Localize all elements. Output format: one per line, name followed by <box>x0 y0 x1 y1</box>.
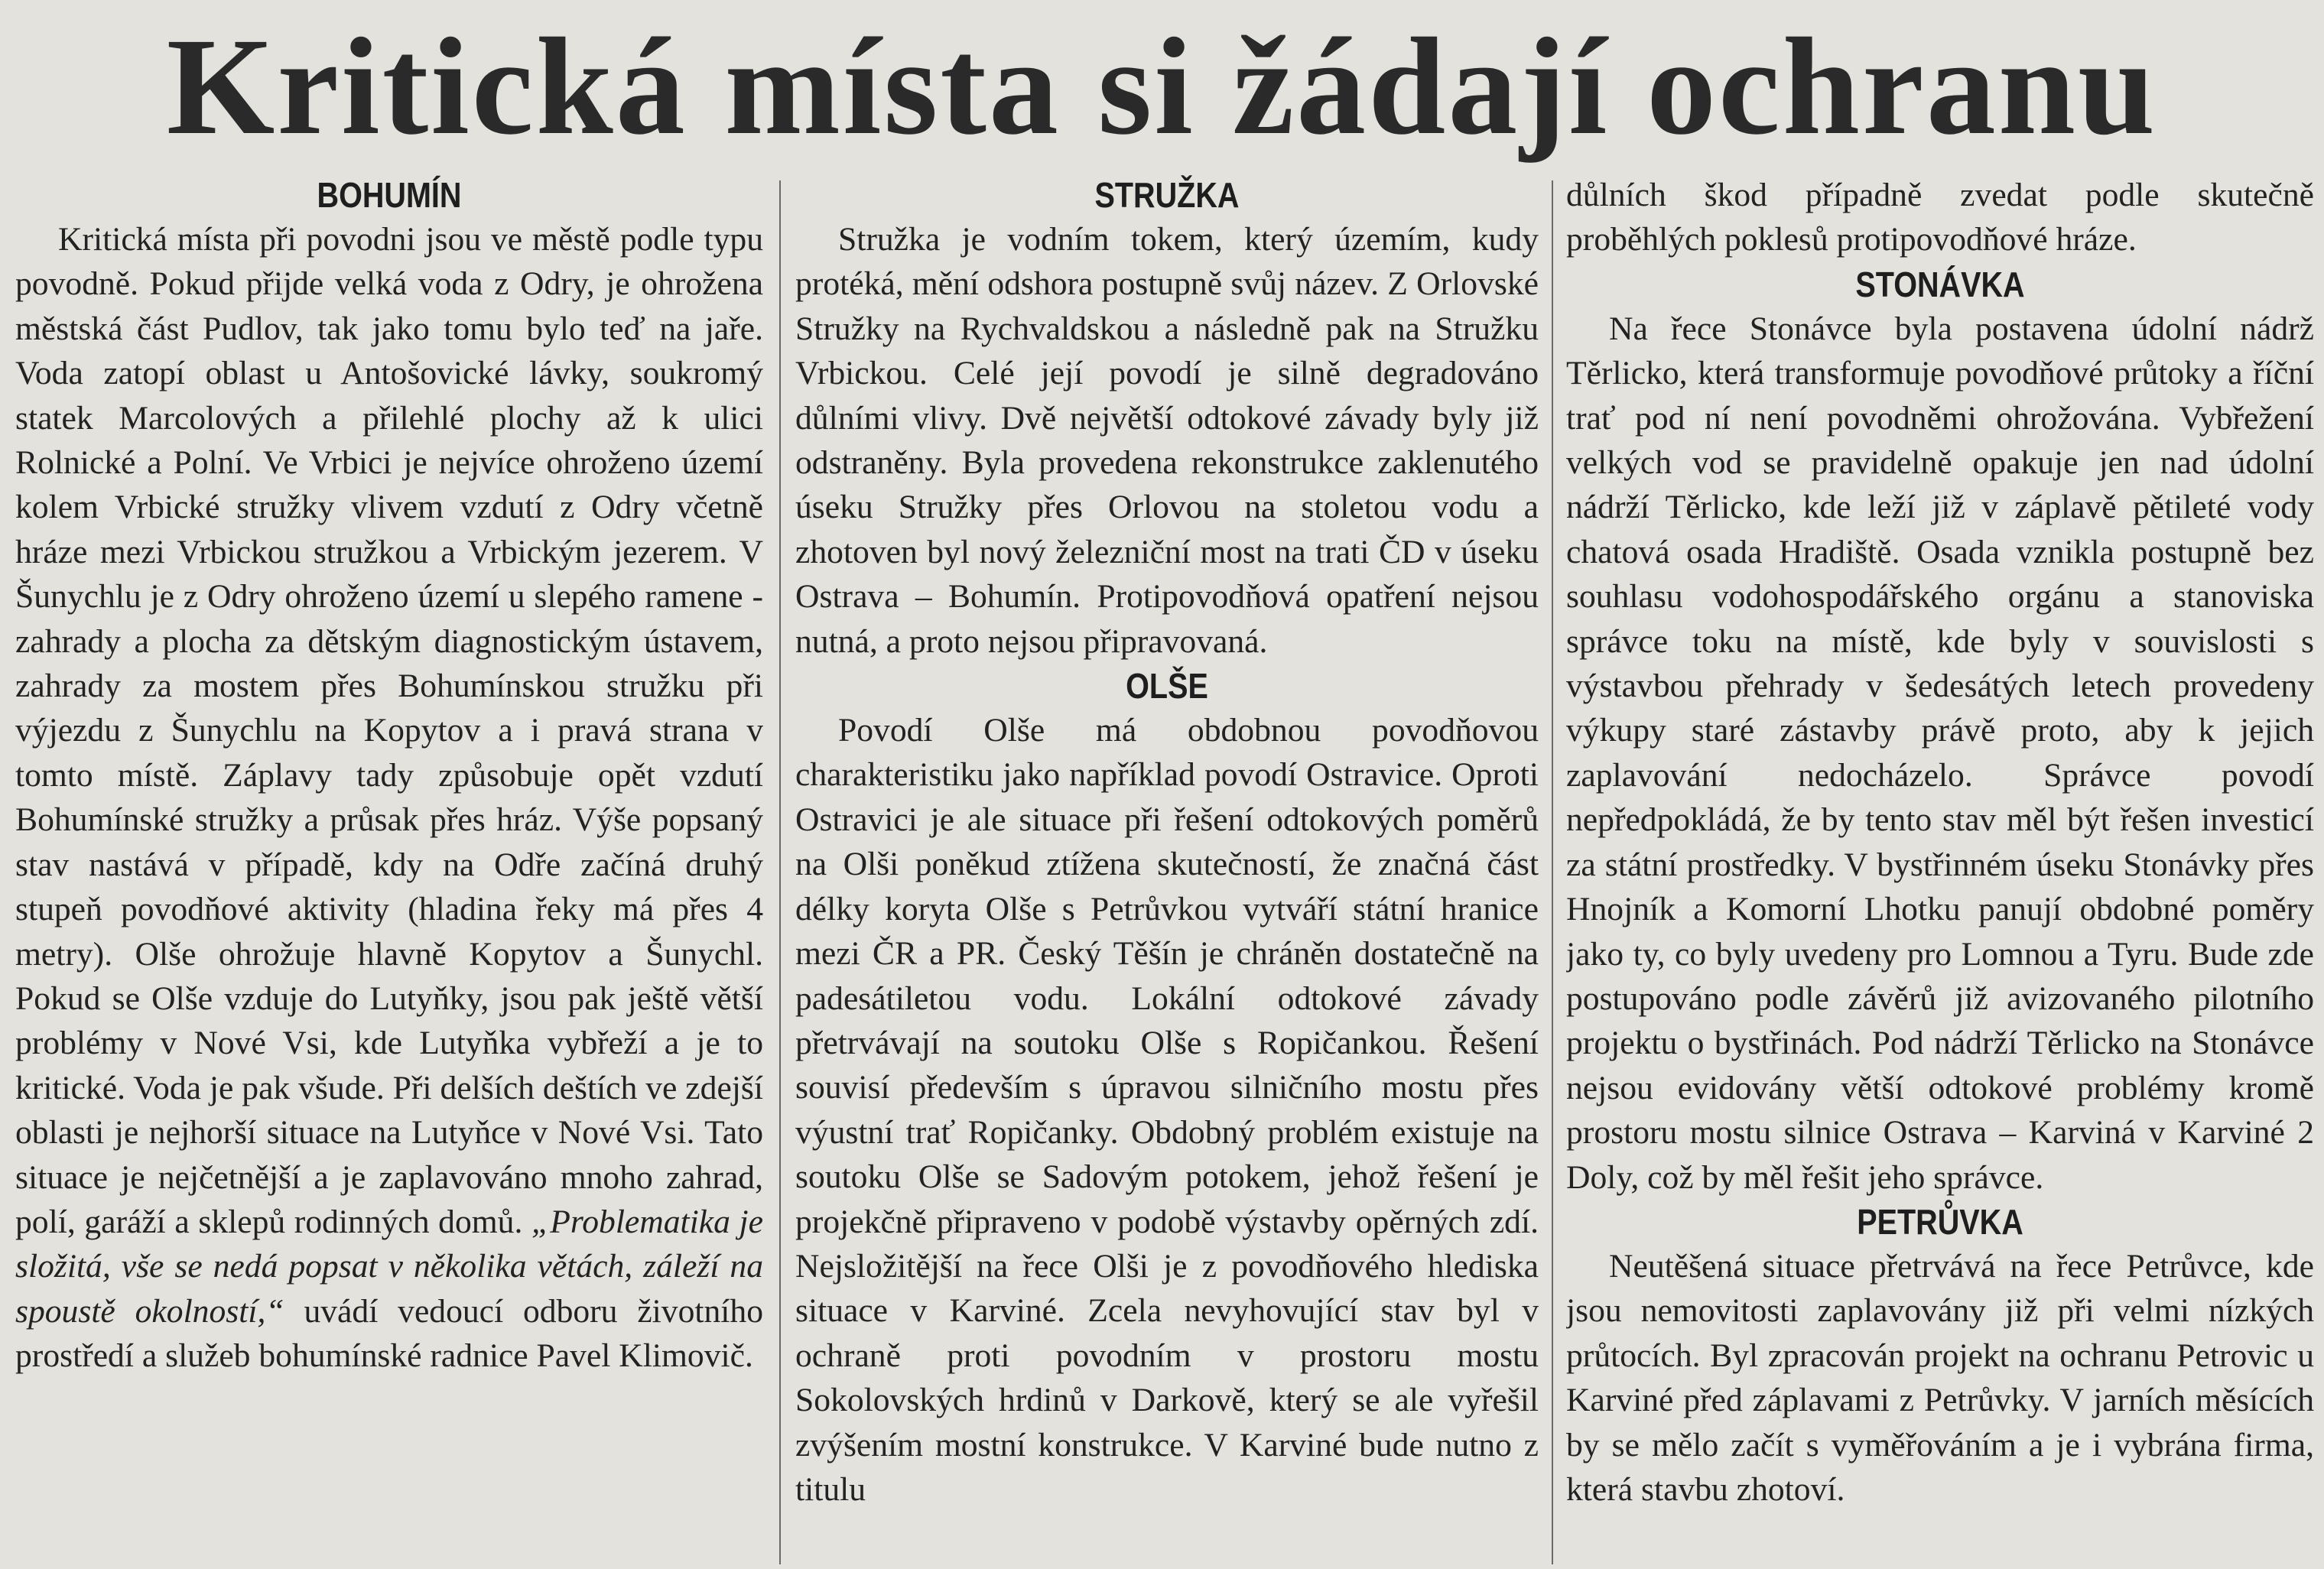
section-text-olse-continued: důlních škod případně zvedat podle skutečně proběhlých poklesů protipovodňové hráze. <box>1566 177 2314 258</box>
section-text-struzka: Stružka je vodním tokem, který územím, kudy protéká, mění odshora postupně svůj název. Z Orlovské Stružky na Rychvaldskou a následně pak na Stružku Vrbickou. Celé její povodí je silně degradováno důlními vlivy. Dvě největší odtokové závady byly již odstraněny. Byla provedena rekonstrukce zaklenutého úseku Stružky přes Orlovou na stoletou vodu a zhotoven byl nový železniční most na trati ČD v úseku Ostrava – Bohumín. Protipovodňová opatření nejsou nutná, a proto nejsou připravovaná. <box>795 221 1539 660</box>
section-heading-bohumin: BOHUMÍN <box>317 175 462 215</box>
column-divider <box>779 180 781 1564</box>
headline: Kritická místa si žádají ochranu <box>166 10 2158 164</box>
section-heading-olse: OLŠE <box>1126 666 1208 707</box>
section-heading-struzka: STRUŽKA <box>1094 175 1240 215</box>
section-heading-petruvka: PETRŮVKA <box>1857 1201 2023 1242</box>
section-text-bohumin <box>15 217 763 1379</box>
bohumin-quote: „Problematika je složitá, vše se nedá popsat v několika větách, záleží na spoustě okolností,“ <box>15 1203 763 1330</box>
column-2 <box>795 173 1539 1566</box>
section-text-petruvka: Neutěšená situace přetrvává na řece Petrůvce, kde jsou nemovitosti zaplavovány již při velmi nízkých průtocích. Byl zpracován projekt na ochranu Petrovic u Karviné před záplavami z Petrůvky. V jarních měsících by se mělo začít s vyměřováním a je i vybrána firma, která stavbu zhotoví. <box>1566 1247 2314 1508</box>
section-text-olse: Povodí Olše má obdobnou povodňovou charakteristiku jako například povodí Ostravice. Oproti Ostravici je ale situace při řešení odtokových poměrů na Olši poněkud ztížena skutečností, že značná část délky koryta Olše s Petrůvkou vytváří státní hranice mezi ČR a PR. Český Těšín je chráněn dostatečně na padesátiletou vodu. Lokální odtokové závady přetrvávají na soutoku Olše s Ropičankou. Řešení souvisí především s úpravou silničního mostu přes výustní trať Ropičanky. Obdobný problém existuje na soutoku Olše se Sadovým potokem, jehož řešení je projekčně připraveno v podobě výstavby opěrných zdí. Nejsložitější na řece Olši je z povodňového hlediska situace v Karviné. Zcela nevyhovující stav byl v ochraně proti povodním v prostoru mostu Sokolovských hrdinů v Darkově, který se ale vyřešil zvýšením mostní konstrukce. V Karviné bude nutno z titulu <box>795 712 1539 1508</box>
bohumin-attribution: uvádí vedoucí odboru životního prostředí a služeb bohumínské radnice Pavel Klimovič. <box>15 1292 763 1375</box>
section-heading-stonavka: STONÁVKA <box>1855 264 2025 304</box>
bohumin-main-text: Kritická místa při povodni jsou ve městě podle typu povodně. Pokud přijde velká voda z Odry, je ohrožena městská část Pudlov, tak jako tomu bylo teď na jaře. Voda zatopí oblast u Antošovické lávky, soukromý statek Marcolových a přilehlé plochy až k ulici Rolnické a Polní. Ve Vrbici je nejvíce ohroženo území kolem Vrbické stružky vlivem vzdutí z Odry včetně hráze mezi Vrbickou stružkou a Vrbickým jezerem. V Šunychlu je z Odry ohroženo území u slepého ramene - zahrady a plocha za dětským diagnostickým ústavem, zahrady za mostem přes Bohumínskou stružku při výjezdu z Šunychlu na Kopytov a i pravá strana v tomto místě. Záplavy tady způsobuje opět vzdutí Bohumínské stružky a průsak přes hráz. Výše popsaný stav nastává v případě, kdy na Odře začíná druhý stupeň povodňové aktivity (hladina řeky má přes 4 metry). Olše ohrožuje hlavně Kopytov a Šunychl. Pokud se Olše vzduje do Lutyňky, jsou pak ještě větší problémy v Nové Vsi, kde Lutyňka vybřeží a je to kritické. Voda je pak všude. Při delších deštích ve zdejší oblasti je nejhorší situace na Lutyňce v Nové Vsi. Tato situace je nejčetnější a je zaplavováno mnoho zahrad, polí, garáží a sklepů rodinných domů. <box>15 221 763 1240</box>
column-divider <box>1552 180 1553 1564</box>
column-3 <box>1566 173 2314 1566</box>
column-1 <box>15 173 763 1566</box>
section-text-stonavka: Na řece Stonávce byla postavena údolní nádrž Těrlicko, která transformuje povodňové průtoky a říční trať pod ní není povodněmi ohrožována. Vybřežení velkých vod se pravidelně opakuje jen nad údolní nádrží Těrlicko, kde leží již v záplavě pětileté vody chatová osada Hradiště. Osada vznikla postupně bez souhlasu vodohospodářského orgánu a stanoviska správce toku na místě, kde byly v souvislosti s výstavbou přehrady v šedesátých letech provedeny výkupy staré zástavby právě proto, aby k jejich zaplavování nedocházelo. Správce povodí nepředpokládá, že by tento stav měl být řešen investicí za státní prostředky. V bystřinném úseku Stonávky přes Hnojník a Komorní Lhotku panují obdobné poměry jako ty, co byly uvedeny pro Lomnou a Tyru. Bude zde postupováno podle závěrů již avizovaného pilotního projektu o bystřinách. Pod nádrží Těrlicko na Stonávce nejsou evidovány větší odtokové problémy kromě prostoru mostu silnice Ostrava – Karviná v Karviné 2 Doly, což by měl řešit jeho správce. <box>1566 310 2314 1196</box>
